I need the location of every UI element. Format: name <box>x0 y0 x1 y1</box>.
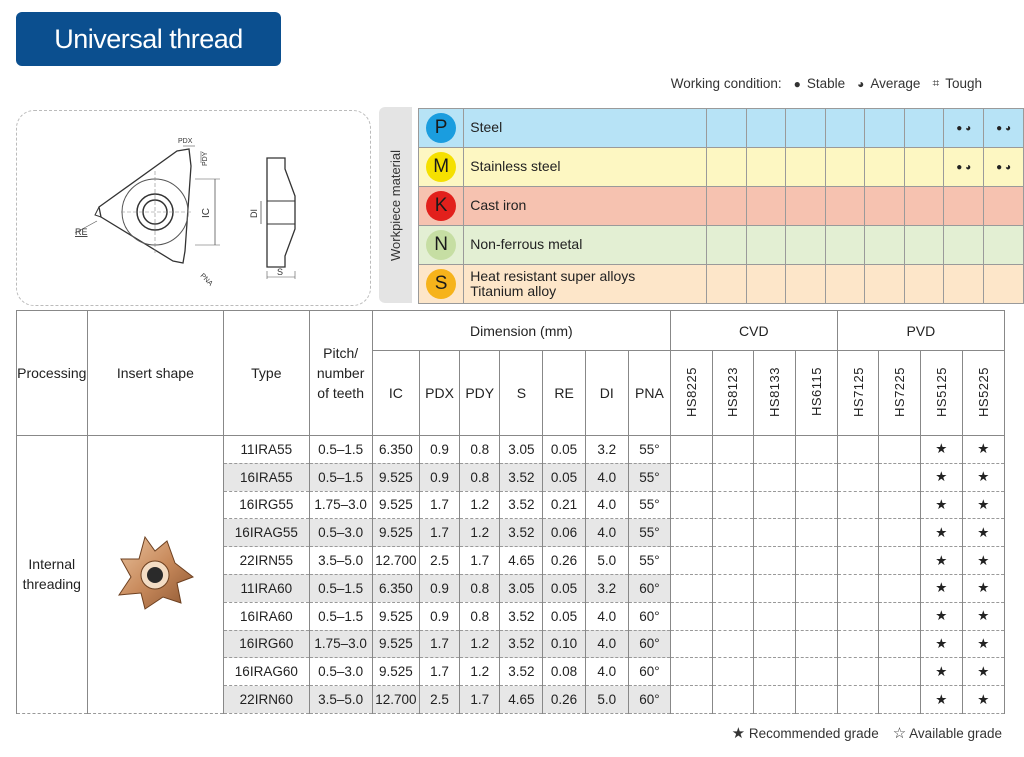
material-grade-cell <box>707 148 747 187</box>
grade-header-label: HS5225 <box>975 366 991 417</box>
grade-cell <box>796 630 838 658</box>
dim-cell: 0.21 <box>543 491 585 519</box>
material-row <box>419 109 1024 148</box>
material-grade-cell: ● ◕ <box>984 148 1024 187</box>
material-grade-cell <box>786 148 826 187</box>
dim-cell: 2.5 <box>419 686 459 714</box>
type-cell: 16IRAG60 <box>224 658 309 686</box>
grade-cell: ★ <box>962 491 1004 519</box>
workpiece-material-label: Workpiece material <box>379 107 412 303</box>
material-grade-cell <box>865 226 905 265</box>
s-label: S <box>277 267 284 277</box>
material-grade-cell <box>904 226 944 265</box>
grade-cell <box>754 519 796 547</box>
insert-photo-icon <box>115 533 195 613</box>
grade-header-label: HS7125 <box>850 366 866 417</box>
cvd-header: CVD <box>670 311 837 351</box>
material-grade-cell <box>944 265 984 304</box>
material-grade-cell <box>865 187 905 226</box>
re-label: RE <box>75 227 88 237</box>
grade-cell <box>837 686 879 714</box>
dim-cell: 9.525 <box>372 602 419 630</box>
type-cell: 16IRAG55 <box>224 519 309 547</box>
dim-cell: 4.0 <box>585 630 628 658</box>
grade-cell <box>754 602 796 630</box>
pitch-cell: 0.5–1.5 <box>309 574 372 602</box>
dim-cell: 0.8 <box>460 602 500 630</box>
pitch-cell: 0.5–3.0 <box>309 658 372 686</box>
grade-cell <box>837 574 879 602</box>
grade-header-label: HS8123 <box>725 366 741 417</box>
grade-cell <box>837 463 879 491</box>
dim-cell: 0.8 <box>460 463 500 491</box>
grade-cell <box>837 547 879 575</box>
dim-cell: 3.52 <box>500 491 543 519</box>
material-letter-badge: K <box>426 191 456 221</box>
tough-label: Tough <box>945 76 982 91</box>
dim-cell: 12.700 <box>372 547 419 575</box>
grade-cell <box>837 519 879 547</box>
grade-cell: ★ <box>962 602 1004 630</box>
grade-cell: ★ <box>921 436 963 464</box>
dim-cell: 0.05 <box>543 436 585 464</box>
grade-cell <box>796 547 838 575</box>
grade-cell <box>796 519 838 547</box>
dim-header: PNA <box>628 351 670 436</box>
material-name: Cast iron <box>464 187 707 226</box>
grade-header <box>921 351 963 436</box>
grade-cell <box>712 574 754 602</box>
pna-label: PNA <box>198 272 214 288</box>
grade-cell: ★ <box>962 519 1004 547</box>
dim-cell: 1.2 <box>460 519 500 547</box>
insert-drawing <box>17 111 369 304</box>
dim-cell: 60° <box>628 658 670 686</box>
material-letter-badge: N <box>426 230 456 260</box>
material-grade-cell <box>746 265 786 304</box>
material-letter-badge: P <box>426 113 456 143</box>
grade-cell <box>670 519 712 547</box>
dim-cell: 1.7 <box>419 630 459 658</box>
grade-cell: ★ <box>921 547 963 575</box>
material-grade-cell <box>825 265 865 304</box>
type-cell: 11IRA55 <box>224 436 309 464</box>
dim-cell: 0.05 <box>543 602 585 630</box>
material-grade-cell <box>984 226 1024 265</box>
dim-cell: 3.2 <box>585 574 628 602</box>
grade-cell: ★ <box>921 491 963 519</box>
dim-cell: 0.05 <box>543 574 585 602</box>
dim-cell: 0.9 <box>419 602 459 630</box>
working-condition-label: Working condition: <box>670 76 782 91</box>
grade-cell <box>754 630 796 658</box>
dim-cell: 55° <box>628 436 670 464</box>
grade-cell: ★ <box>962 574 1004 602</box>
insert-shape-cell <box>87 436 224 714</box>
dim-cell: 1.2 <box>460 658 500 686</box>
material-grade-cell <box>786 226 826 265</box>
grade-cell: ★ <box>962 463 1004 491</box>
pitch-header: Pitch/ number of teeth <box>309 311 372 436</box>
grade-cell <box>879 686 921 714</box>
dim-cell: 5.0 <box>585 686 628 714</box>
grade-cell <box>712 436 754 464</box>
dim-cell: 55° <box>628 491 670 519</box>
dim-header: S <box>500 351 543 436</box>
type-cell: 16IRG60 <box>224 630 309 658</box>
workpiece-material-table <box>418 108 1024 304</box>
grade-cell <box>879 574 921 602</box>
grade-cell <box>670 630 712 658</box>
grade-cell <box>796 658 838 686</box>
type-header: Type <box>224 311 309 436</box>
grade-cell: ★ <box>921 519 963 547</box>
grade-cell <box>670 491 712 519</box>
grade-header <box>712 351 754 436</box>
dimension-header: Dimension (mm) <box>372 311 670 351</box>
material-name: Heat resistant super alloys Titanium alloy <box>464 265 707 304</box>
stable-icon: ● <box>793 76 801 91</box>
material-grade-cell: ● ◕ <box>944 148 984 187</box>
grade-cell <box>754 658 796 686</box>
grade-cell <box>754 463 796 491</box>
material-row <box>419 148 1024 187</box>
grade-cell <box>837 630 879 658</box>
dim-cell: 1.7 <box>419 658 459 686</box>
material-letter-badge: M <box>426 152 456 182</box>
dim-header: PDY <box>460 351 500 436</box>
insert-shape-header: Insert shape <box>87 311 224 436</box>
dim-cell: 6.350 <box>372 574 419 602</box>
dim-cell: 0.8 <box>460 436 500 464</box>
dim-cell: 1.2 <box>460 630 500 658</box>
dim-cell: 4.0 <box>585 602 628 630</box>
material-grade-cell <box>865 109 905 148</box>
material-grade-cell <box>825 226 865 265</box>
dim-cell: 3.05 <box>500 574 543 602</box>
insert-dimension-diagram <box>16 110 371 306</box>
grade-cell: ★ <box>962 630 1004 658</box>
dim-cell: 0.26 <box>543 547 585 575</box>
grade-cell <box>837 602 879 630</box>
grade-cell <box>670 574 712 602</box>
grade-cell <box>712 463 754 491</box>
pdx-label: PDX <box>178 138 193 145</box>
material-grade-cell <box>904 187 944 226</box>
dim-cell: 55° <box>628 463 670 491</box>
grade-cell: ★ <box>921 574 963 602</box>
table-row <box>17 436 1005 464</box>
dim-cell: 4.65 <box>500 547 543 575</box>
grade-cell <box>837 491 879 519</box>
grade-cell <box>879 658 921 686</box>
average-icon: ◕ <box>857 76 865 91</box>
grade-header-label: HS7225 <box>892 366 908 417</box>
material-row <box>419 187 1024 226</box>
dim-cell: 60° <box>628 602 670 630</box>
grade-cell <box>879 630 921 658</box>
average-label: Average <box>870 76 921 91</box>
dim-cell: 2.5 <box>419 547 459 575</box>
material-grade-cell <box>865 148 905 187</box>
dim-cell: 3.52 <box>500 602 543 630</box>
dim-cell: 0.05 <box>543 463 585 491</box>
dim-header: IC <box>372 351 419 436</box>
material-grade-cell: ● ◕ <box>984 109 1024 148</box>
grade-cell <box>712 519 754 547</box>
dim-cell: 0.8 <box>460 574 500 602</box>
grade-cell: ★ <box>921 686 963 714</box>
dim-cell: 4.0 <box>585 519 628 547</box>
grade-cell <box>712 630 754 658</box>
pdy-label: PDY <box>202 151 209 166</box>
di-label: DI <box>249 209 259 218</box>
pitch-cell: 3.5–5.0 <box>309 547 372 575</box>
grade-cell <box>796 436 838 464</box>
grade-cell <box>796 602 838 630</box>
grade-cell <box>712 686 754 714</box>
dim-cell: 3.52 <box>500 658 543 686</box>
product-table <box>16 310 1005 714</box>
material-grade-cell: ● ◕ <box>944 109 984 148</box>
material-row <box>419 226 1024 265</box>
grade-header <box>670 351 712 436</box>
type-cell: 16IRA55 <box>224 463 309 491</box>
grade-cell <box>796 686 838 714</box>
material-grade-cell <box>825 109 865 148</box>
grade-cell <box>670 602 712 630</box>
material-name: Stainless steel <box>464 148 707 187</box>
material-grade-cell <box>944 187 984 226</box>
dim-cell: 9.525 <box>372 463 419 491</box>
dim-cell: 4.0 <box>585 658 628 686</box>
grade-cell <box>879 519 921 547</box>
grade-cell: ★ <box>921 658 963 686</box>
grade-cell <box>754 436 796 464</box>
grade-cell: ★ <box>962 547 1004 575</box>
material-grade-cell <box>944 226 984 265</box>
grade-cell <box>879 491 921 519</box>
material-grade-cell <box>786 109 826 148</box>
dim-cell: 4.0 <box>585 463 628 491</box>
material-grade-cell <box>707 226 747 265</box>
dim-header: DI <box>585 351 628 436</box>
material-name: Non-ferrous metal <box>464 226 707 265</box>
grade-cell <box>754 491 796 519</box>
grade-cell <box>879 463 921 491</box>
page-title: Universal thread <box>16 12 281 66</box>
dim-header: PDX <box>419 351 459 436</box>
type-cell: 22IRN55 <box>224 547 309 575</box>
grade-header <box>962 351 1004 436</box>
grade-cell <box>712 491 754 519</box>
material-grade-cell <box>746 187 786 226</box>
grade-cell <box>796 463 838 491</box>
dim-cell: 60° <box>628 630 670 658</box>
tough-icon: ⌗ <box>932 76 940 90</box>
material-grade-cell <box>904 109 944 148</box>
processing-cell: Internal threading <box>17 436 88 714</box>
pitch-cell: 1.75–3.0 <box>309 491 372 519</box>
dim-cell: 0.9 <box>419 463 459 491</box>
grade-header-label: HS5125 <box>933 366 949 417</box>
material-grade-cell <box>865 265 905 304</box>
material-name: Steel <box>464 109 707 148</box>
dim-header: RE <box>543 351 585 436</box>
processing-header: Processing <box>17 311 88 436</box>
grade-header <box>754 351 796 436</box>
dim-cell: 1.7 <box>460 686 500 714</box>
pitch-cell: 0.5–3.0 <box>309 519 372 547</box>
material-grade-cell <box>746 148 786 187</box>
dim-cell: 1.7 <box>419 519 459 547</box>
material-grade-cell <box>707 187 747 226</box>
dim-cell: 0.10 <box>543 630 585 658</box>
grade-cell <box>712 602 754 630</box>
dim-cell: 3.05 <box>500 436 543 464</box>
pitch-cell: 1.75–3.0 <box>309 630 372 658</box>
grade-cell <box>670 547 712 575</box>
grade-header <box>837 351 879 436</box>
material-grade-cell <box>984 265 1024 304</box>
grade-cell <box>670 686 712 714</box>
material-grade-cell <box>904 265 944 304</box>
grade-header <box>879 351 921 436</box>
material-grade-cell <box>746 109 786 148</box>
material-grade-cell <box>825 148 865 187</box>
dim-cell: 0.06 <box>543 519 585 547</box>
grade-cell <box>754 574 796 602</box>
stable-label: Stable <box>806 76 846 91</box>
dim-cell: 5.0 <box>585 547 628 575</box>
dim-cell: 1.2 <box>460 491 500 519</box>
available-label: Available grade <box>909 726 1002 741</box>
grade-cell: ★ <box>962 658 1004 686</box>
dim-cell: 55° <box>628 547 670 575</box>
grade-cell <box>879 436 921 464</box>
material-grade-cell <box>707 109 747 148</box>
dim-cell: 9.525 <box>372 630 419 658</box>
dim-cell: 60° <box>628 574 670 602</box>
type-cell: 22IRN60 <box>224 686 309 714</box>
dim-cell: 9.525 <box>372 658 419 686</box>
grade-cell <box>837 436 879 464</box>
material-grade-cell <box>786 265 826 304</box>
dim-cell: 6.350 <box>372 436 419 464</box>
dim-cell: 4.0 <box>585 491 628 519</box>
working-condition-legend <box>671 76 982 91</box>
material-grade-cell <box>825 187 865 226</box>
dim-cell: 3.52 <box>500 630 543 658</box>
dim-cell: 0.08 <box>543 658 585 686</box>
material-grade-cell <box>786 187 826 226</box>
grade-cell <box>879 547 921 575</box>
pitch-cell: 0.5–1.5 <box>309 602 372 630</box>
grade-cell <box>754 686 796 714</box>
dim-cell: 3.2 <box>585 436 628 464</box>
grade-cell: ★ <box>921 463 963 491</box>
grade-cell <box>796 574 838 602</box>
dim-cell: 3.52 <box>500 519 543 547</box>
grade-cell <box>879 602 921 630</box>
ic-label: IC <box>201 208 212 218</box>
material-letter-badge: S <box>426 269 456 299</box>
material-row <box>419 265 1024 304</box>
material-grade-cell <box>984 187 1024 226</box>
grade-legend <box>732 724 1002 742</box>
pitch-cell: 0.5–1.5 <box>309 436 372 464</box>
dim-cell: 55° <box>628 519 670 547</box>
pvd-header: PVD <box>837 311 1004 351</box>
dim-cell: 9.525 <box>372 491 419 519</box>
dim-cell: 3.52 <box>500 463 543 491</box>
material-grade-cell <box>707 265 747 304</box>
dim-cell: 9.525 <box>372 519 419 547</box>
grade-header-label: HS8133 <box>767 366 783 417</box>
grade-cell <box>754 547 796 575</box>
grade-cell <box>670 436 712 464</box>
type-cell: 16IRG55 <box>224 491 309 519</box>
type-cell: 16IRA60 <box>224 602 309 630</box>
grade-cell: ★ <box>921 602 963 630</box>
grade-cell: ★ <box>962 436 1004 464</box>
grade-header-label: HS8225 <box>683 366 699 417</box>
grade-cell <box>670 658 712 686</box>
grade-cell <box>712 658 754 686</box>
grade-cell: ★ <box>962 686 1004 714</box>
grade-cell <box>670 463 712 491</box>
dim-cell: 0.26 <box>543 686 585 714</box>
available-star-icon: ☆ <box>892 725 907 742</box>
recommended-star-icon: ★ <box>731 725 746 742</box>
dim-cell: 0.9 <box>419 436 459 464</box>
grade-cell: ★ <box>921 630 963 658</box>
pitch-cell: 0.5–1.5 <box>309 463 372 491</box>
grade-cell <box>796 491 838 519</box>
grade-header <box>796 351 838 436</box>
material-grade-cell <box>904 148 944 187</box>
dim-cell: 60° <box>628 686 670 714</box>
dim-cell: 0.9 <box>419 574 459 602</box>
dim-cell: 1.7 <box>460 547 500 575</box>
grade-header-label: HS6115 <box>808 366 824 416</box>
recommended-label: Recommended grade <box>748 726 879 741</box>
grade-cell <box>837 658 879 686</box>
type-cell: 11IRA60 <box>224 574 309 602</box>
pitch-cell: 3.5–5.0 <box>309 686 372 714</box>
material-grade-cell <box>746 226 786 265</box>
dim-cell: 12.700 <box>372 686 419 714</box>
grade-cell <box>712 547 754 575</box>
dim-cell: 4.65 <box>500 686 543 714</box>
dim-cell: 1.7 <box>419 491 459 519</box>
